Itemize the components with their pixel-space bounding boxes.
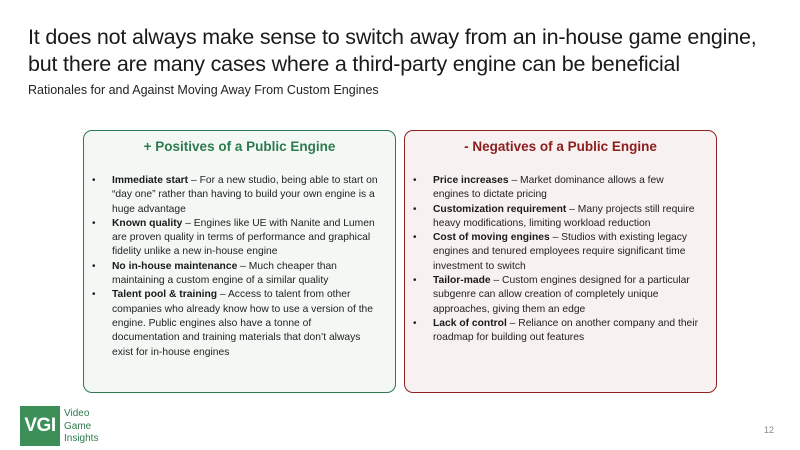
positives-heading: + Positives of a Public Engine <box>143 139 336 154</box>
positives-list <box>84 174 395 360</box>
logo-line-1: Video <box>64 408 90 419</box>
item-keyword: Tailor-made <box>433 275 491 287</box>
slide-title <box>28 24 788 78</box>
item-text: – Engines like UE with Nanite and Lumen are proven quality in terms of performance and graphical fidelity unlike a new in-house engine <box>112 217 375 258</box>
negatives-panel <box>404 130 717 393</box>
item-text: – Access to talent from other companies who already know how to use a version of the engine. Public engines also have a tonne of documentation and training materials that don’t always exist for in-house engines <box>112 289 374 358</box>
positives-panel <box>83 130 396 393</box>
slide-title-line-2: but there are many cases where a third-party engine can be beneficial <box>28 52 680 76</box>
item-keyword: Customization requirement <box>433 203 567 215</box>
list-item <box>413 174 702 203</box>
item-keyword: Price increases <box>433 175 509 186</box>
item-keyword: Talent pool & training <box>112 289 218 301</box>
list-item <box>413 317 702 346</box>
logo-wordmark <box>64 408 98 446</box>
item-text: – Market dominance allows a few engines to dictate pricing <box>433 175 664 201</box>
bullet-icon: • <box>92 217 96 229</box>
list-item <box>413 231 702 274</box>
list-item <box>413 203 702 232</box>
logo-line-3: Insights <box>64 433 99 444</box>
item-text: – For a new studio, being able to start on “day one” rather than having to build your own engine is a huge advantage <box>112 175 378 215</box>
bullet-icon: • <box>92 175 96 186</box>
bullet-icon: • <box>92 289 96 301</box>
item-keyword: No in-house maintenance <box>112 260 238 272</box>
item-text: – Studios with existing legacy engines and tenured employees require significant time investment to switch <box>433 232 688 272</box>
item-keyword: Known quality <box>112 217 183 229</box>
list-item <box>92 288 381 359</box>
item-text: – Reliance on another company and their roadmap for building out features <box>433 317 698 344</box>
negatives-heading: - Negatives of a Public Engine <box>464 139 657 154</box>
logo-line-2: Game <box>64 420 92 432</box>
bullet-icon: • <box>413 232 417 244</box>
negatives-list <box>405 174 716 346</box>
bullet-icon: • <box>92 260 96 272</box>
item-text: – Many projects still require heavy modifications, limiting workload reduction <box>433 203 695 229</box>
slide-subtitle: Rationales for and Against Moving Away From Custom Engines <box>28 83 379 97</box>
bullet-icon: • <box>413 275 417 287</box>
bullet-icon: • <box>413 317 417 329</box>
item-keyword: Cost of moving engines <box>433 232 550 244</box>
item-text: – Custom engines designed for a particular subgenre can allow creation of completely unique approaches, giving them an edge <box>433 275 690 315</box>
item-keyword: Lack of control <box>433 317 507 329</box>
bullet-icon: • <box>413 175 417 186</box>
list-item <box>92 174 381 217</box>
list-item <box>92 217 381 260</box>
page-number: 12 <box>763 425 774 435</box>
vgi-logo: VGI <box>20 406 60 446</box>
list-item <box>413 274 702 317</box>
list-item <box>92 260 381 289</box>
bullet-icon: • <box>413 203 417 215</box>
slide-title-line-1: It does not always make sense to switch away from an in-house game engine, <box>28 25 757 49</box>
item-keyword: Immediate start <box>112 175 189 186</box>
item-text: – Much cheaper than maintaining a custom engine of a similar quality <box>112 260 337 287</box>
